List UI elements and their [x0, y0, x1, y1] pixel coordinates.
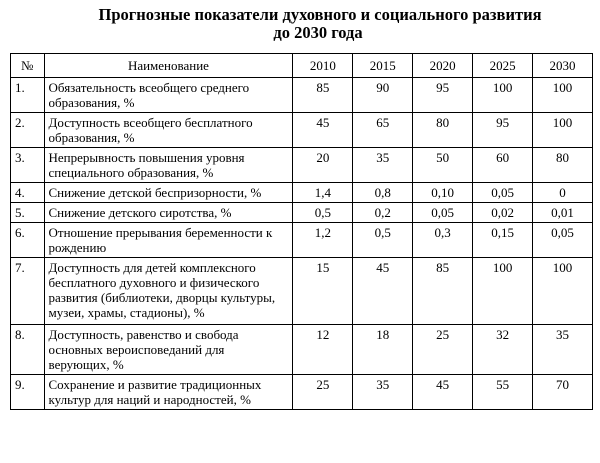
value-2025: 60: [473, 148, 533, 183]
row-name: Снижение детского сиротства, %: [44, 203, 293, 223]
header-year-2020: 2020: [413, 54, 473, 78]
value-2020: 0,10: [413, 183, 473, 203]
value-2010: 1,2: [293, 223, 353, 258]
value-2015: 0,8: [353, 183, 413, 203]
row-number: 6.: [11, 223, 45, 258]
header-year-2010: 2010: [293, 54, 353, 78]
value-2010: 1,4: [293, 183, 353, 203]
value-2010: 25: [293, 375, 353, 410]
row-name: Доступность для детей комплексного бесплатного духовного и физического развития (библиотеки, дворцы культуры, музеи, храмы, стадионы), %: [44, 258, 293, 325]
row-number: 3.: [11, 148, 45, 183]
table-row: [11, 148, 593, 183]
value-2015: 35: [353, 148, 413, 183]
value-2020: 95: [413, 78, 473, 113]
value-2015: 45: [353, 258, 413, 325]
value-2010: 15: [293, 258, 353, 325]
value-2025: 95: [473, 113, 533, 148]
row-name: Отношение прерывания беременности к рождению: [44, 223, 293, 258]
value-2010: 45: [293, 113, 353, 148]
page-title-line-2: до 2030 года: [273, 23, 363, 42]
table-row: [11, 223, 593, 258]
value-2030: 100: [533, 113, 593, 148]
value-2015: 0,2: [353, 203, 413, 223]
value-2030: 80: [533, 148, 593, 183]
value-2015: 90: [353, 78, 413, 113]
row-name: Непрерывность повышения уровня специального образования, %: [44, 148, 293, 183]
value-2010: 20: [293, 148, 353, 183]
row-number: 8.: [11, 325, 45, 375]
row-number: 2.: [11, 113, 45, 148]
value-2020: 45: [413, 375, 473, 410]
value-2020: 50: [413, 148, 473, 183]
table-row: [11, 113, 593, 148]
row-name: Снижение детской беспризорности, %: [44, 183, 293, 203]
row-number: 1.: [11, 78, 45, 113]
page-title-line-1: Прогнозные показатели духовного и социального развития: [98, 5, 542, 24]
value-2030: 100: [533, 258, 593, 325]
table-header-row: [11, 54, 593, 78]
row-name: Сохранение и развитие традиционных культур для наций и народностей, %: [44, 375, 293, 410]
row-number: 7.: [11, 258, 45, 325]
table-row: [11, 183, 593, 203]
row-number: 9.: [11, 375, 45, 410]
value-2015: 18: [353, 325, 413, 375]
value-2030: 35: [533, 325, 593, 375]
value-2020: 80: [413, 113, 473, 148]
value-2010: 12: [293, 325, 353, 375]
page-title: [0, 6, 600, 42]
header-number: №: [11, 54, 45, 78]
table-row: [11, 375, 593, 410]
value-2030: 0: [533, 183, 593, 203]
value-2030: 0,05: [533, 223, 593, 258]
value-2025: 55: [473, 375, 533, 410]
value-2015: 35: [353, 375, 413, 410]
value-2020: 0,3: [413, 223, 473, 258]
value-2010: 0,5: [293, 203, 353, 223]
value-2025: 100: [473, 258, 533, 325]
header-year-2015: 2015: [353, 54, 413, 78]
table-row: [11, 78, 593, 113]
table-row: [11, 258, 593, 325]
row-name: Доступность, равенство и свобода основных вероисповеданий для верующих, %: [44, 325, 293, 375]
value-2020: 0,05: [413, 203, 473, 223]
value-2030: 70: [533, 375, 593, 410]
header-year-2030: 2030: [533, 54, 593, 78]
indicators-table: [10, 53, 593, 410]
table-row: [11, 325, 593, 375]
value-2025: 0,05: [473, 183, 533, 203]
value-2030: 0,01: [533, 203, 593, 223]
value-2015: 65: [353, 113, 413, 148]
value-2025: 100: [473, 78, 533, 113]
value-2020: 25: [413, 325, 473, 375]
value-2025: 0,02: [473, 203, 533, 223]
value-2025: 32: [473, 325, 533, 375]
value-2030: 100: [533, 78, 593, 113]
row-number: 5.: [11, 203, 45, 223]
table-row: [11, 203, 593, 223]
header-name: Наименование: [44, 54, 293, 78]
value-2010: 85: [293, 78, 353, 113]
row-number: 4.: [11, 183, 45, 203]
value-2020: 85: [413, 258, 473, 325]
value-2025: 0,15: [473, 223, 533, 258]
row-name: Обязательность всеобщего среднего образования, %: [44, 78, 293, 113]
value-2015: 0,5: [353, 223, 413, 258]
row-name: Доступность всеобщего бесплатного образования, %: [44, 113, 293, 148]
header-year-2025: 2025: [473, 54, 533, 78]
